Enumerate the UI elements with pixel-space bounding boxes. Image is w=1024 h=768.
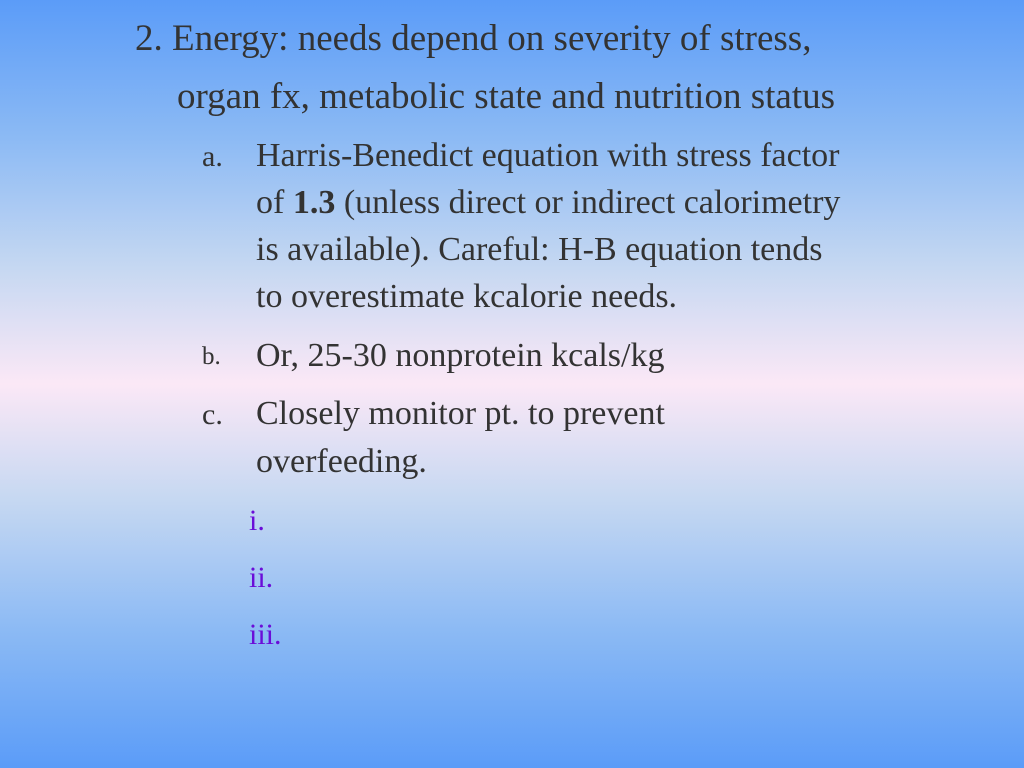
sub-item-ii: ii. (249, 561, 274, 594)
sub-item-i: i. (249, 504, 265, 537)
item-b-line-1: Or, 25-30 nonprotein kcals/kg (256, 337, 665, 374)
item-a-line-2 (256, 186, 840, 220)
item-a-line-4: to overestimate kcalorie needs. (256, 278, 678, 315)
item-a-line-3: is available). Careful: H-B equation tends (256, 231, 823, 268)
item-a-line-2-post: (unless direct or indirect calorimetry (335, 184, 841, 221)
item-a-line-1: Harris-Benedict equation with stress factor (256, 137, 840, 174)
stress-factor-value: 1.3 (292, 184, 336, 221)
heading-line-1: 2. Energy: needs depend on severity of stress, (135, 18, 812, 59)
list-marker-b: b. (202, 343, 221, 370)
list-marker-c: c. (202, 398, 223, 431)
item-c-line-2: overfeeding. (256, 443, 427, 480)
item-c-line-1: Closely monitor pt. to prevent (256, 395, 665, 432)
sub-item-iii: iii. (249, 618, 282, 651)
heading-line-2: organ fx, metabolic state and nutrition status (177, 76, 835, 117)
list-marker-a: a. (202, 140, 223, 173)
item-a-line-2-pre: of (256, 184, 293, 221)
